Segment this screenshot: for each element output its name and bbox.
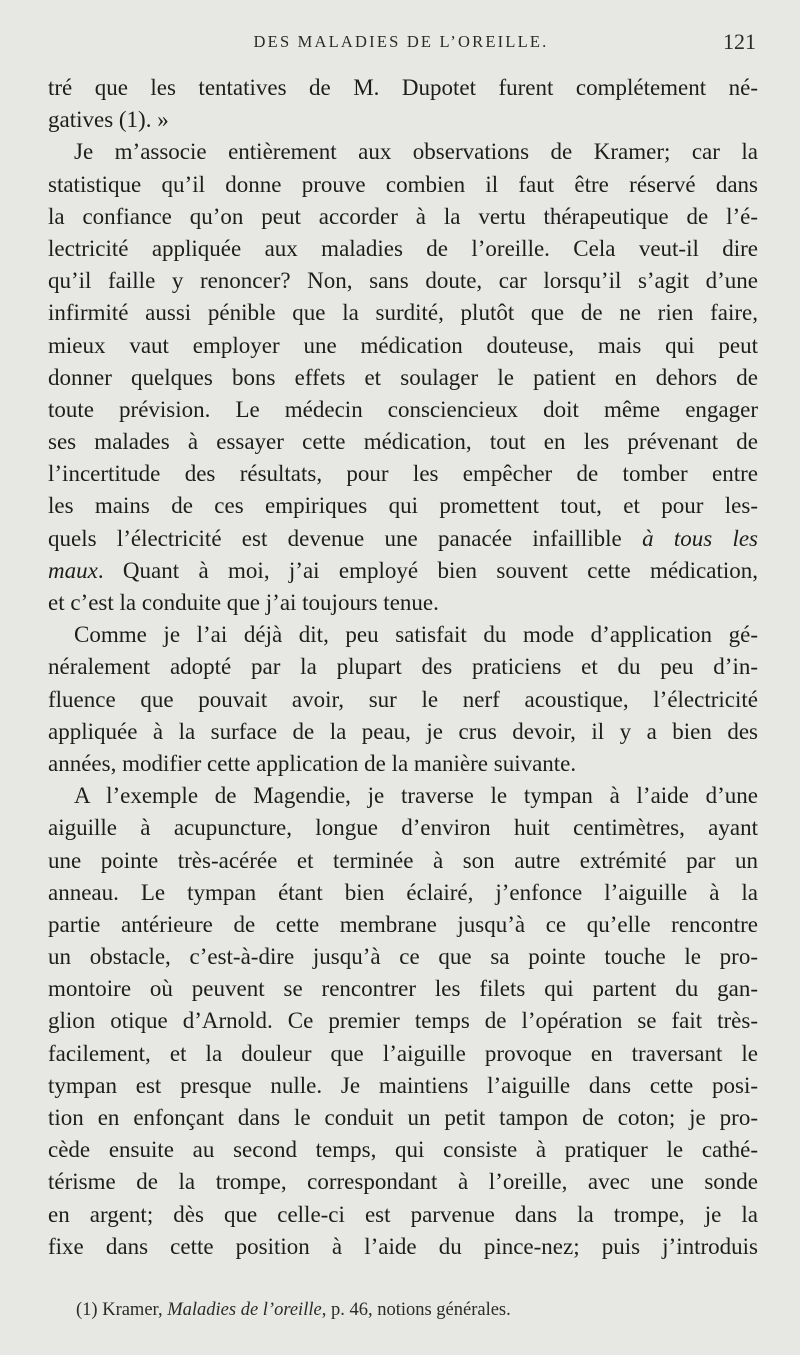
paragraph-start-line xyxy=(48,136,758,168)
footnote-title: Maladies de l’oreille xyxy=(167,1300,322,1320)
line-text: fluence que pouvait avoir, sur le nerf acoustique, l’électricité xyxy=(48,686,758,712)
line-text: partie antérieure de cette membrane jusqu’à ce qu’elle rencontre xyxy=(48,911,758,937)
line-text: . Quant à moi, j’ai employé bien souvent cette médication, xyxy=(97,557,758,583)
line-text: mieux vaut employer une médication douteuse, mais qui peut xyxy=(48,332,758,358)
text-line xyxy=(48,1199,758,1231)
text-line xyxy=(48,909,758,941)
footnote xyxy=(76,1300,511,1321)
text-line xyxy=(48,812,758,844)
text-line xyxy=(48,555,758,587)
text-line xyxy=(48,1038,758,1070)
line-text: tré que les tentatives de M. Dupotet furent complétement né- xyxy=(48,75,758,100)
line-text: en argent; dès que celle-ci est parvenue dans la trompe, je la xyxy=(48,1201,758,1227)
italic-text: à tous les xyxy=(642,525,759,551)
line-text: aiguille à acupuncture, longue d’environ huit centimètres, ayant xyxy=(48,815,758,841)
text-line xyxy=(48,394,758,426)
line-text: un obstacle, c’est-à-dire jusqu’à ce que sa pointe touche le pro- xyxy=(48,944,758,970)
text-line xyxy=(48,877,758,909)
text-line xyxy=(48,233,758,265)
text-line xyxy=(48,490,758,522)
line-text: et c’est la conduite que j’ai toujours tenue. xyxy=(48,590,439,615)
footnote-marker: (1) xyxy=(76,1300,98,1320)
line-text: glion otique d’Arnold. Ce premier temps de l’opération se fait très- xyxy=(48,1008,758,1034)
line-text: A l’exemple de Magendie, je traverse le tympan à l’aide d’une xyxy=(74,783,758,809)
italic-text: maux xyxy=(48,557,98,583)
text-line xyxy=(48,297,758,329)
text-line xyxy=(48,362,758,394)
text-line xyxy=(48,651,758,683)
line-text: fixe dans cette position à l’aide du pince-nez; puis j’introduis xyxy=(48,1233,758,1259)
text-line xyxy=(48,1005,758,1037)
text-line xyxy=(48,973,758,1005)
page-number: 121 xyxy=(723,29,756,54)
paragraph-start-line xyxy=(48,619,758,651)
text-line xyxy=(48,1134,758,1166)
text-line xyxy=(48,265,758,297)
body-text xyxy=(48,72,758,1263)
line-text: Comme je l’ai déjà dit, peu satisfait du mode d’application gé- xyxy=(74,622,758,648)
line-text: la confiance qu’on peut accorder à la vertu thérapeutique de l’é- xyxy=(48,203,758,229)
page-header xyxy=(46,29,756,60)
line-text: ses malades à essayer cette médication, tout en les prévenant de xyxy=(48,429,758,455)
line-text: térisme de la trompe, correspondant à l’oreille, avec une sonde xyxy=(48,1169,758,1195)
text-line xyxy=(48,587,758,619)
paragraph-start-line xyxy=(48,780,758,812)
line-text: infirmité aussi pénible que la surdité, plutôt que de ne rien faire, xyxy=(48,300,758,326)
line-text: gatives (1). » xyxy=(48,107,169,133)
line-text: toute prévision. Le médecin consciencieux doit même engager xyxy=(48,396,758,422)
line-text: cède ensuite au second temps, qui consiste à pratiquer le cathé- xyxy=(48,1137,758,1163)
text-line xyxy=(48,523,758,555)
text-line xyxy=(48,201,758,233)
text-line xyxy=(48,684,758,716)
line-text: montoire où peuvent se rencontrer les filets qui partent du gan- xyxy=(48,976,758,1002)
line-text: tion en enfonçant dans le conduit un petit tampon de coton; je pro- xyxy=(48,1105,758,1130)
line-text: néralement adopté par la plupart des praticiens et du peu d’in- xyxy=(48,654,758,680)
line-text: statistique qu’il donne prouve combien il faut être réservé dans xyxy=(48,171,758,197)
line-text: lectricité appliquée aux maladies de l’oreille. Cela veut-il dire xyxy=(48,235,758,261)
text-line xyxy=(48,72,758,104)
line-text: donner quelques bons effets et soulager le patient en dehors de xyxy=(48,364,758,390)
text-line xyxy=(48,1166,758,1198)
text-line xyxy=(48,169,758,201)
text-line xyxy=(48,426,758,458)
line-text: appliquée à la surface de la peau, je crus devoir, il y a bien des xyxy=(48,718,758,744)
line-text: l’incertitude des résultats, pour les empêcher de tomber entre xyxy=(48,461,758,487)
line-text: quels l’électricité est devenue une panacée infaillible xyxy=(48,525,622,551)
text-line xyxy=(48,1102,758,1134)
line-text: Je m’associe entièrement aux observations de Kramer; car la xyxy=(74,139,758,165)
running-head: DES MALADIES DE L’OREILLE. xyxy=(253,32,549,51)
text-line xyxy=(48,1231,758,1263)
footnote-author: Kramer, xyxy=(102,1300,163,1320)
line-text: années, modifier cette application de la manière suivante. xyxy=(48,750,577,776)
line-text: facilement, et la douleur que l’aiguille provoque en traversant le xyxy=(48,1040,758,1066)
text-line xyxy=(48,748,758,780)
text-line xyxy=(48,1070,758,1102)
line-text: une pointe très-acérée et terminée à son autre extrémité par un xyxy=(48,847,758,873)
text-line xyxy=(48,845,758,877)
line-text: les mains de ces empiriques qui promettent tout, et pour les- xyxy=(48,493,758,519)
line-text: tympan est presque nulle. Je maintiens l’aiguille dans cette posi- xyxy=(48,1072,758,1098)
line-text: qu’il faille y renoncer? Non, sans doute, car lorsqu’il s’agit d’une xyxy=(48,268,758,294)
text-line xyxy=(48,104,758,136)
text-line xyxy=(48,716,758,748)
line-text: anneau. Le tympan étant bien éclairé, j’enfonce l’aiguille à la xyxy=(48,879,758,905)
text-line xyxy=(48,330,758,362)
text-line xyxy=(48,941,758,973)
footnote-details: , p. 46, notions générales. xyxy=(321,1300,511,1320)
text-line xyxy=(48,458,758,490)
